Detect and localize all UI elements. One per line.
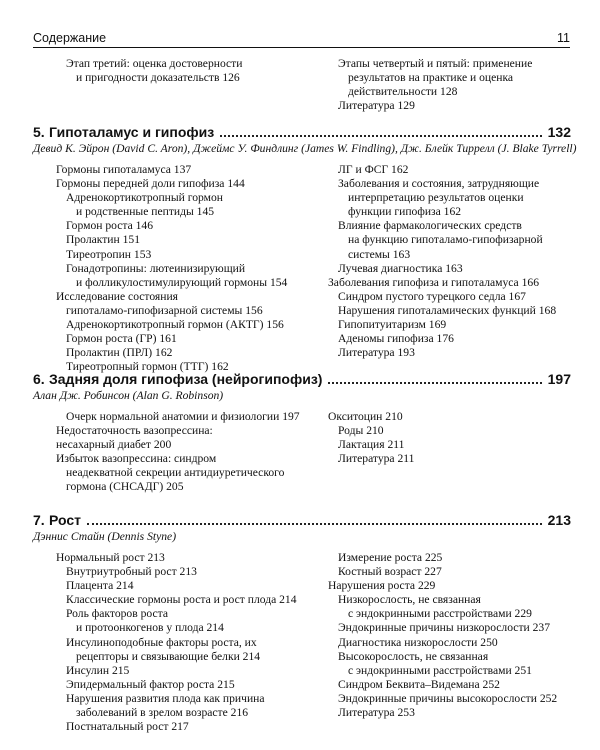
toc-entry[interactable]: функции гипофиза 162 xyxy=(348,205,462,219)
toc-entry[interactable]: Гормон роста 146 xyxy=(66,219,154,233)
dot-leader xyxy=(328,372,541,384)
toc-entry[interactable]: Аденомы гипофиза 176 xyxy=(338,332,454,346)
top-left-column xyxy=(56,57,318,85)
toc-entry[interactable]: Эндокринные причины высокорослости 252 xyxy=(338,691,558,705)
toc-entry[interactable]: Синдром пустого турецкого седла 167 xyxy=(338,289,526,303)
toc-entry[interactable]: Адренокортикотропный гормон xyxy=(66,191,223,205)
toc-entry[interactable]: Эндокринные причины низкорослости 237 xyxy=(338,621,550,635)
toc-entry[interactable]: ЛГ и ФСГ 162 xyxy=(338,163,409,176)
chapter-6-right-column xyxy=(328,410,578,466)
toc-entry[interactable]: интерпретацию результатов оценки xyxy=(348,191,524,205)
toc-entry[interactable]: на функцию гипоталамо-гипофизарной xyxy=(348,233,543,247)
toc-entry[interactable]: Пролактин 151 xyxy=(66,233,140,247)
toc-entry[interactable]: Очерк нормальной анатомии и физиологии 197 xyxy=(66,410,300,423)
toc-entry[interactable]: Исследование состояния xyxy=(56,289,179,303)
chapter-title: Гипоталамус и гипофиз xyxy=(49,124,215,140)
toc-entry[interactable]: гормона (СНСАДГ) 205 xyxy=(66,480,184,494)
toc-entry[interactable]: Недостаточность вазопрессина: xyxy=(56,424,213,438)
toc-entry[interactable]: Низкорослость, не связанная xyxy=(338,593,481,607)
toc-entry[interactable]: Литература 211 xyxy=(338,452,415,466)
toc-entry[interactable]: Классические гормоны роста и рост плода 214 xyxy=(66,593,297,607)
toc-entry[interactable]: Нарушения развития плода как причина xyxy=(66,691,265,705)
chapter-7-heading[interactable] xyxy=(33,512,571,528)
toc-entry[interactable]: Тиреотропин 153 xyxy=(66,247,152,261)
toc-entry[interactable]: Литература 193 xyxy=(338,346,415,360)
toc-entry[interactable]: Высокорослость, не связанная xyxy=(338,649,489,663)
toc-entry[interactable]: и протоонкогенов у плода 214 xyxy=(76,621,224,635)
toc-entry[interactable]: Диагностика низкорослости 250 xyxy=(338,635,498,649)
toc-entry[interactable]: Плацента 214 xyxy=(66,579,134,593)
chapter-7-left-column xyxy=(56,551,318,734)
toc-entry[interactable]: Заболевания и состояния, затрудняющие xyxy=(338,177,540,191)
toc-entry[interactable]: Гормоны передней доли гипофиза 144 xyxy=(56,177,245,191)
dot-leader xyxy=(87,513,542,525)
chapter-number: 5. xyxy=(33,124,45,140)
toc-entry[interactable]: Окситоцин 210 xyxy=(328,410,403,423)
toc-entry[interactable]: и фолликулостимулирующий гормоны 154 xyxy=(76,275,288,289)
toc-entry[interactable]: заболеваний в зрелом возрасте 216 xyxy=(76,706,249,720)
toc-entry[interactable]: Заболевания гипофиза и гипоталамуса 166 xyxy=(328,275,539,289)
toc-entry[interactable]: Внутриутробный рост 213 xyxy=(66,565,197,579)
top-right-column xyxy=(328,57,578,113)
toc-entry[interactable]: и пригодности доказательств 126 xyxy=(76,71,240,85)
chapter-5-heading[interactable] xyxy=(33,124,571,140)
dot-leader xyxy=(220,125,541,137)
toc-entry[interactable]: с эндокринными расстройствами 229 xyxy=(348,607,532,621)
toc-entry[interactable]: Влияние фармакологических средств xyxy=(338,219,522,233)
chapter-5-authors: Девид К. Эйрон (David C. Aron), Джеймс У. Финдлинг (James W. Findling), Дж. Блейк Тиррелл (J. Blake Tyrrell) xyxy=(33,142,577,155)
toc-entry[interactable]: Лактация 211 xyxy=(338,438,405,452)
toc-entry[interactable]: действительности 128 xyxy=(348,85,458,99)
toc-entry[interactable]: гипоталамо-гипофизарной системы 156 xyxy=(66,303,263,317)
page-number: 11 xyxy=(557,31,570,45)
running-header xyxy=(33,31,570,48)
toc-entry[interactable]: Литература 129 xyxy=(338,99,415,113)
toc-entry[interactable]: с эндокринными расстройствами 251 xyxy=(348,663,532,677)
toc-entry[interactable]: Костный возраст 227 xyxy=(338,565,442,579)
chapter-title: Задняя доля гипофиза (нейрогипофиз) xyxy=(49,371,323,387)
toc-entry[interactable]: Нарушения роста 229 xyxy=(328,579,436,593)
chapter-page: 132 xyxy=(547,124,571,140)
toc-entry[interactable]: Тиреотропный гормон (ТТГ) 162 xyxy=(66,360,229,374)
toc-entry[interactable]: Литература 253 xyxy=(338,706,415,720)
toc-entry[interactable]: Измерение роста 225 xyxy=(338,551,443,564)
toc-entry[interactable]: неадекватной секреции антидиуретического xyxy=(66,466,285,480)
chapter-6-authors: Алан Дж. Робинсон (Alan G. Robinson) xyxy=(33,389,224,402)
chapter-7-right-column xyxy=(328,551,578,720)
toc-entry[interactable]: Пролактин (ПРЛ) 162 xyxy=(66,346,173,360)
chapter-7-authors: Дэннис Стайн (Dennis Styne) xyxy=(33,530,177,543)
toc-entry[interactable]: Этапы четвертый и пятый: применение xyxy=(338,57,533,70)
toc-entry[interactable]: Адренокортикотропный гормон (АКТГ) 156 xyxy=(66,318,284,332)
chapter-number: 6. xyxy=(33,371,45,387)
toc-entry[interactable]: несахарный диабет 200 xyxy=(56,438,172,452)
chapter-5-left-column xyxy=(56,163,318,374)
toc-entry[interactable]: Гонадотропины: лютеинизирующий xyxy=(66,261,246,275)
toc-entry[interactable]: Роль факторов роста xyxy=(66,607,168,621)
toc-entry[interactable]: Этап третий: оценка достоверности xyxy=(66,57,243,70)
toc-entry[interactable]: Гормоны гипоталамуса 137 xyxy=(56,163,192,176)
toc-entry[interactable]: Синдром Беквита–Видемана 252 xyxy=(338,677,500,691)
toc-entry[interactable]: результатов на практике и оценка xyxy=(348,71,514,85)
toc-entry[interactable]: Лучевая диагностика 163 xyxy=(338,261,463,275)
header-title: Содержание xyxy=(33,31,107,45)
toc-entry[interactable]: Избыток вазопрессина: синдром xyxy=(56,452,217,466)
toc-entry[interactable]: Инсулиноподобные факторы роста, их xyxy=(66,635,257,649)
chapter-page: 197 xyxy=(547,371,571,387)
toc-entry[interactable]: системы 163 xyxy=(348,247,411,261)
chapter-6-heading[interactable] xyxy=(33,371,571,387)
toc-entry[interactable]: рецепторы и связывающие белки 214 xyxy=(76,649,261,663)
toc-entry[interactable]: Эпидермальный фактор роста 215 xyxy=(66,677,235,691)
chapter-5-right-column xyxy=(328,163,578,360)
chapter-title: Рост xyxy=(49,512,81,528)
toc-entry[interactable]: Нарушения гипоталамических функций 168 xyxy=(338,303,557,317)
chapter-page: 213 xyxy=(547,512,571,528)
toc-entry[interactable]: и родственные пептиды 145 xyxy=(76,205,215,219)
toc-entry[interactable]: Гипопитуитаризм 169 xyxy=(338,318,447,332)
toc-entry[interactable]: Нормальный рост 213 xyxy=(56,551,165,564)
toc-entry[interactable]: Инсулин 215 xyxy=(66,663,130,677)
chapter-number: 7. xyxy=(33,512,45,528)
toc-entry[interactable]: Гормон роста (ГР) 161 xyxy=(66,332,177,346)
toc-entry[interactable]: Роды 210 xyxy=(338,424,384,438)
chapter-6-left-column xyxy=(56,410,318,495)
toc-entry[interactable]: Постнатальный рост 217 xyxy=(66,720,189,734)
